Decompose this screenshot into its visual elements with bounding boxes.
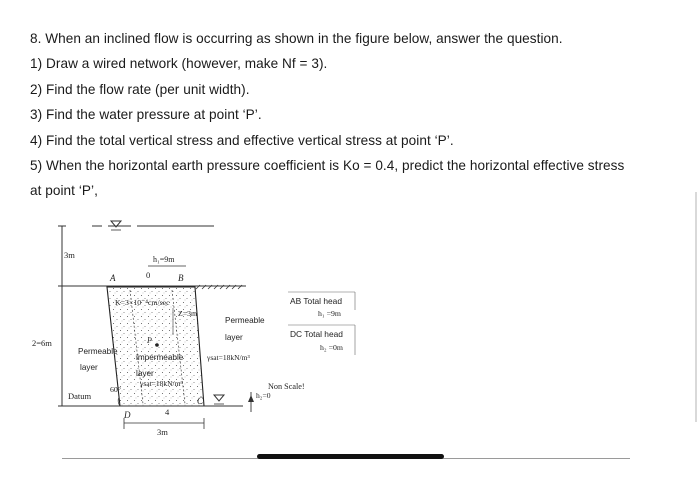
question-item-5-continued: at point ‘P’, [30,183,98,198]
point-b-label: B [178,273,184,283]
legend-ab-box [288,292,355,318]
point-c-label: C [197,396,204,406]
question-item-3: 3) Find the water pressure at point ‘P’. [30,107,262,122]
h-zero-label: h₂=0 [256,391,271,400]
top-head-label: h₁=9m [153,255,175,264]
gamma-inner-label: γsat=18kN/m³ [140,379,183,388]
question-item-1: 1) Draw a wired network (however, make Nf = 3). [30,56,328,71]
impermeable-line1: impermeable [136,353,184,362]
water-marker-right [214,392,254,412]
legend-dc-value: h₂ =0m [320,343,343,352]
question-item-5: 5) When the horizontal earth pressure coefficient is Ko = 0.4, predict the horizontal effective stress [30,158,625,173]
legend-dc-title: DC Total head [290,329,343,339]
permeability-label: K=3×10⁻⁴cm/sec [115,298,170,307]
datum-label: Datum [68,391,92,401]
non-scale-label: Non Scale! [268,382,305,391]
scrollbar[interactable] [695,192,697,422]
point-p-label: P [147,336,152,345]
depth-label: Z=3m [178,309,198,318]
home-indicator[interactable] [257,454,444,459]
angle-label: 60° [110,385,121,394]
top-water-dim-label: 3m [64,250,75,260]
gamma-right-label: γsat=18kN/m³ [207,353,250,362]
point-four-label: 4 [165,407,170,417]
question-item-2: 2) Find the flow rate (per unit width). [30,82,250,97]
legend-ab-title: AB Total head [290,296,342,306]
left-dim-label: 2=6m [32,338,52,348]
point-d-label: D [124,410,131,420]
legend-ab-value: h₁ =9m [318,309,341,318]
question-item-4: 4) Find the total vertical stress and effective vertical stress at point ‘P’. [30,133,454,148]
permeable-right-line1: Permeable [225,316,265,325]
bottom-dim-label: 3m [157,427,168,437]
impermeable-line2: layer [136,369,154,378]
legend-dc-box [288,325,355,355]
point-a-label: A [110,273,116,283]
permeable-left-line2: layer [80,363,98,372]
question-title: 8. When an inclined flow is occurring as shown in the figure below, answer the question. [30,31,563,46]
water-surface-top [92,221,214,230]
permeable-right-line2: layer [225,333,243,342]
point-zero-label: 0 [146,270,151,280]
point-p-marker [155,343,159,347]
permeable-left-line1: Permeable [78,347,118,356]
